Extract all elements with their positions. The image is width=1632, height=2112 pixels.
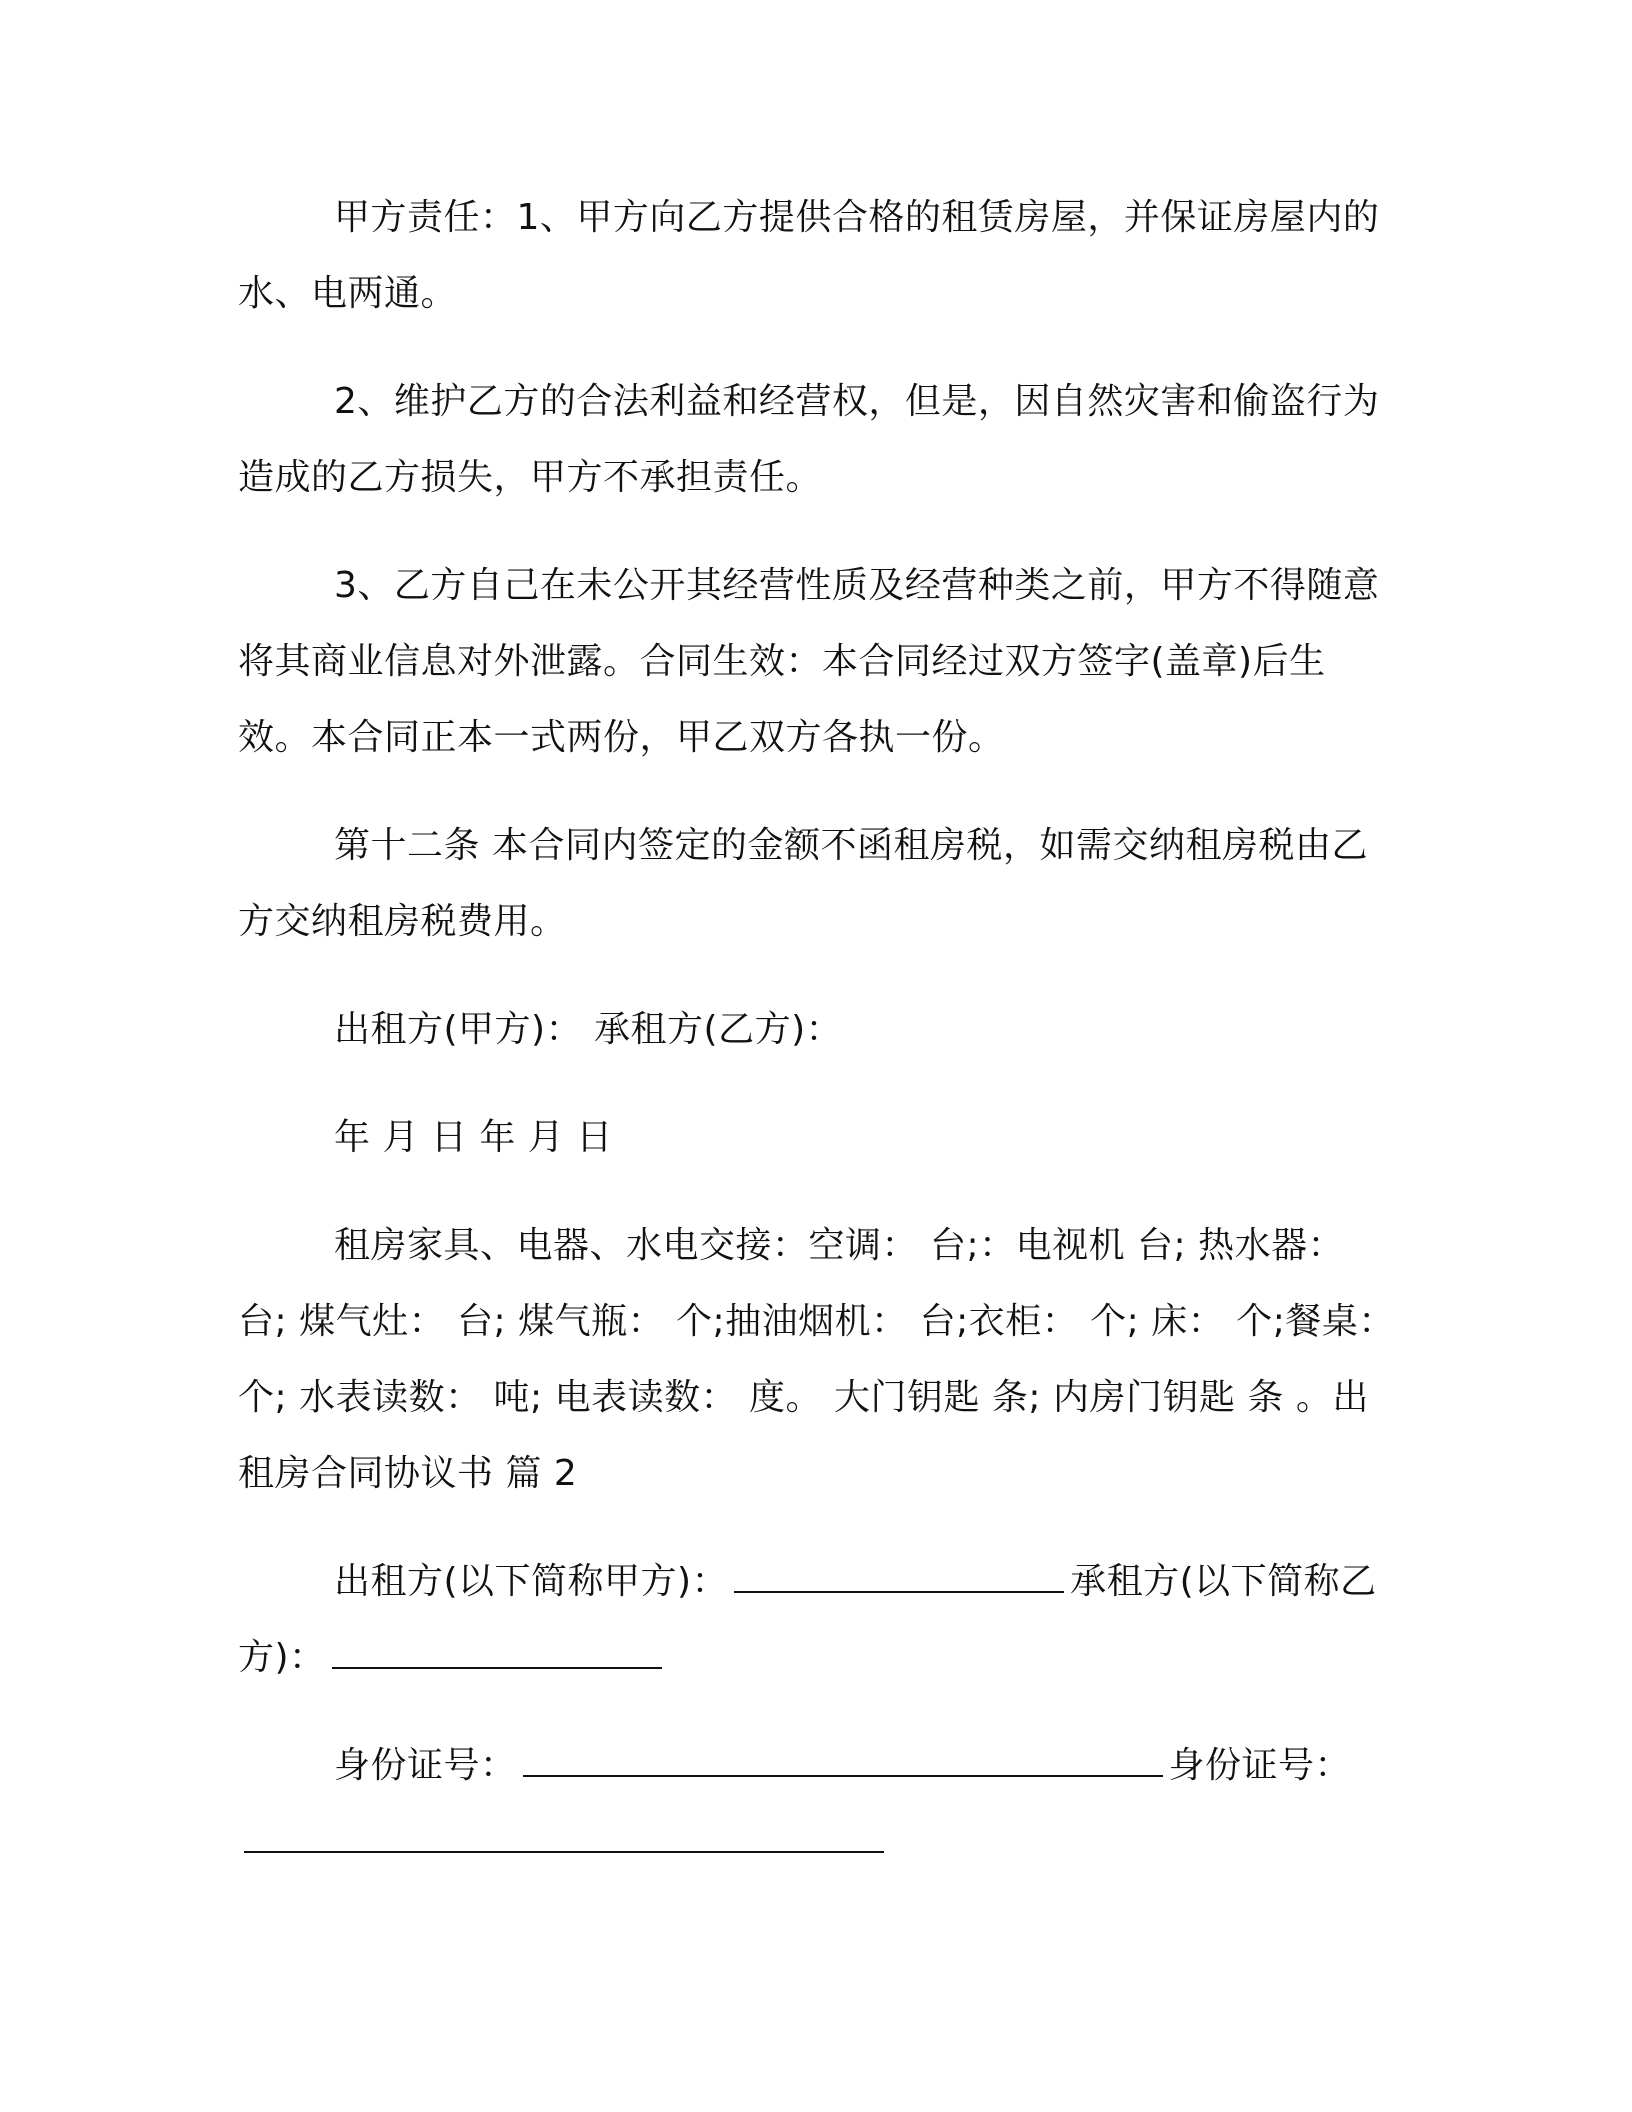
paragraph-signatories: 出租方(甲方)： 承租方(乙方)： (334, 1009, 843, 1050)
paragraph-parties (238, 1544, 1398, 1696)
id-label-lessor: 身份证号： (334, 1745, 517, 1786)
paragraph-confidentiality: 3、乙方自己在未公开其经营性质及经营种类之前，甲方不得随意将其商业信息对外泄露。合同生效：本合同经过双方签字(盖章)后生效。本合同正本一式两份，甲乙双方各执一份。 (238, 565, 1380, 758)
id-label-lessee: 身份证号： (1168, 1745, 1352, 1786)
paragraph-landlord-duties: 甲方责任：1、甲方向乙方提供合格的租赁房屋，并保证房屋内的水、电两通。 (238, 197, 1380, 314)
paragraph-article-12: 第十二条 本合同内签定的金额不函租房税，如需交纳租房税由乙方交纳租房税费用。 (238, 825, 1368, 942)
id-blank-lessor (523, 1741, 1163, 1777)
lessor-label: 出租方(以下简称甲方)： (334, 1561, 729, 1602)
document-page (238, 180, 1398, 1912)
paragraph-tenant-rights: 2、维护乙方的合法利益和经营权，但是，因自然灾害和偷盗行为造成的乙方损失，甲方不承担责任。 (238, 381, 1380, 498)
lessee-blank (332, 1633, 662, 1669)
lessor-blank (734, 1557, 1064, 1593)
paragraph-id-numbers (238, 1728, 1398, 1880)
lessee-label: 承租方(以下简称乙方)： (238, 1561, 1377, 1678)
paragraph-dates: 年 月 日 年 月 日 (334, 1117, 613, 1158)
paragraph-furniture-handover: 租房家具、电器、水电交接：空调： 台;：电视机 台; 热水器： 台; 煤气灶： 台; 煤气瓶： 个;抽油烟机： 台;衣柜： 个; 床： 个;餐桌： 个; 水表读数： 吨; 电表读数： 度。 大门钥匙 条; 内房门钥匙 条 。出租房合同协议书 篇 2 (238, 1225, 1395, 1494)
id-blank-lessee (244, 1817, 884, 1853)
